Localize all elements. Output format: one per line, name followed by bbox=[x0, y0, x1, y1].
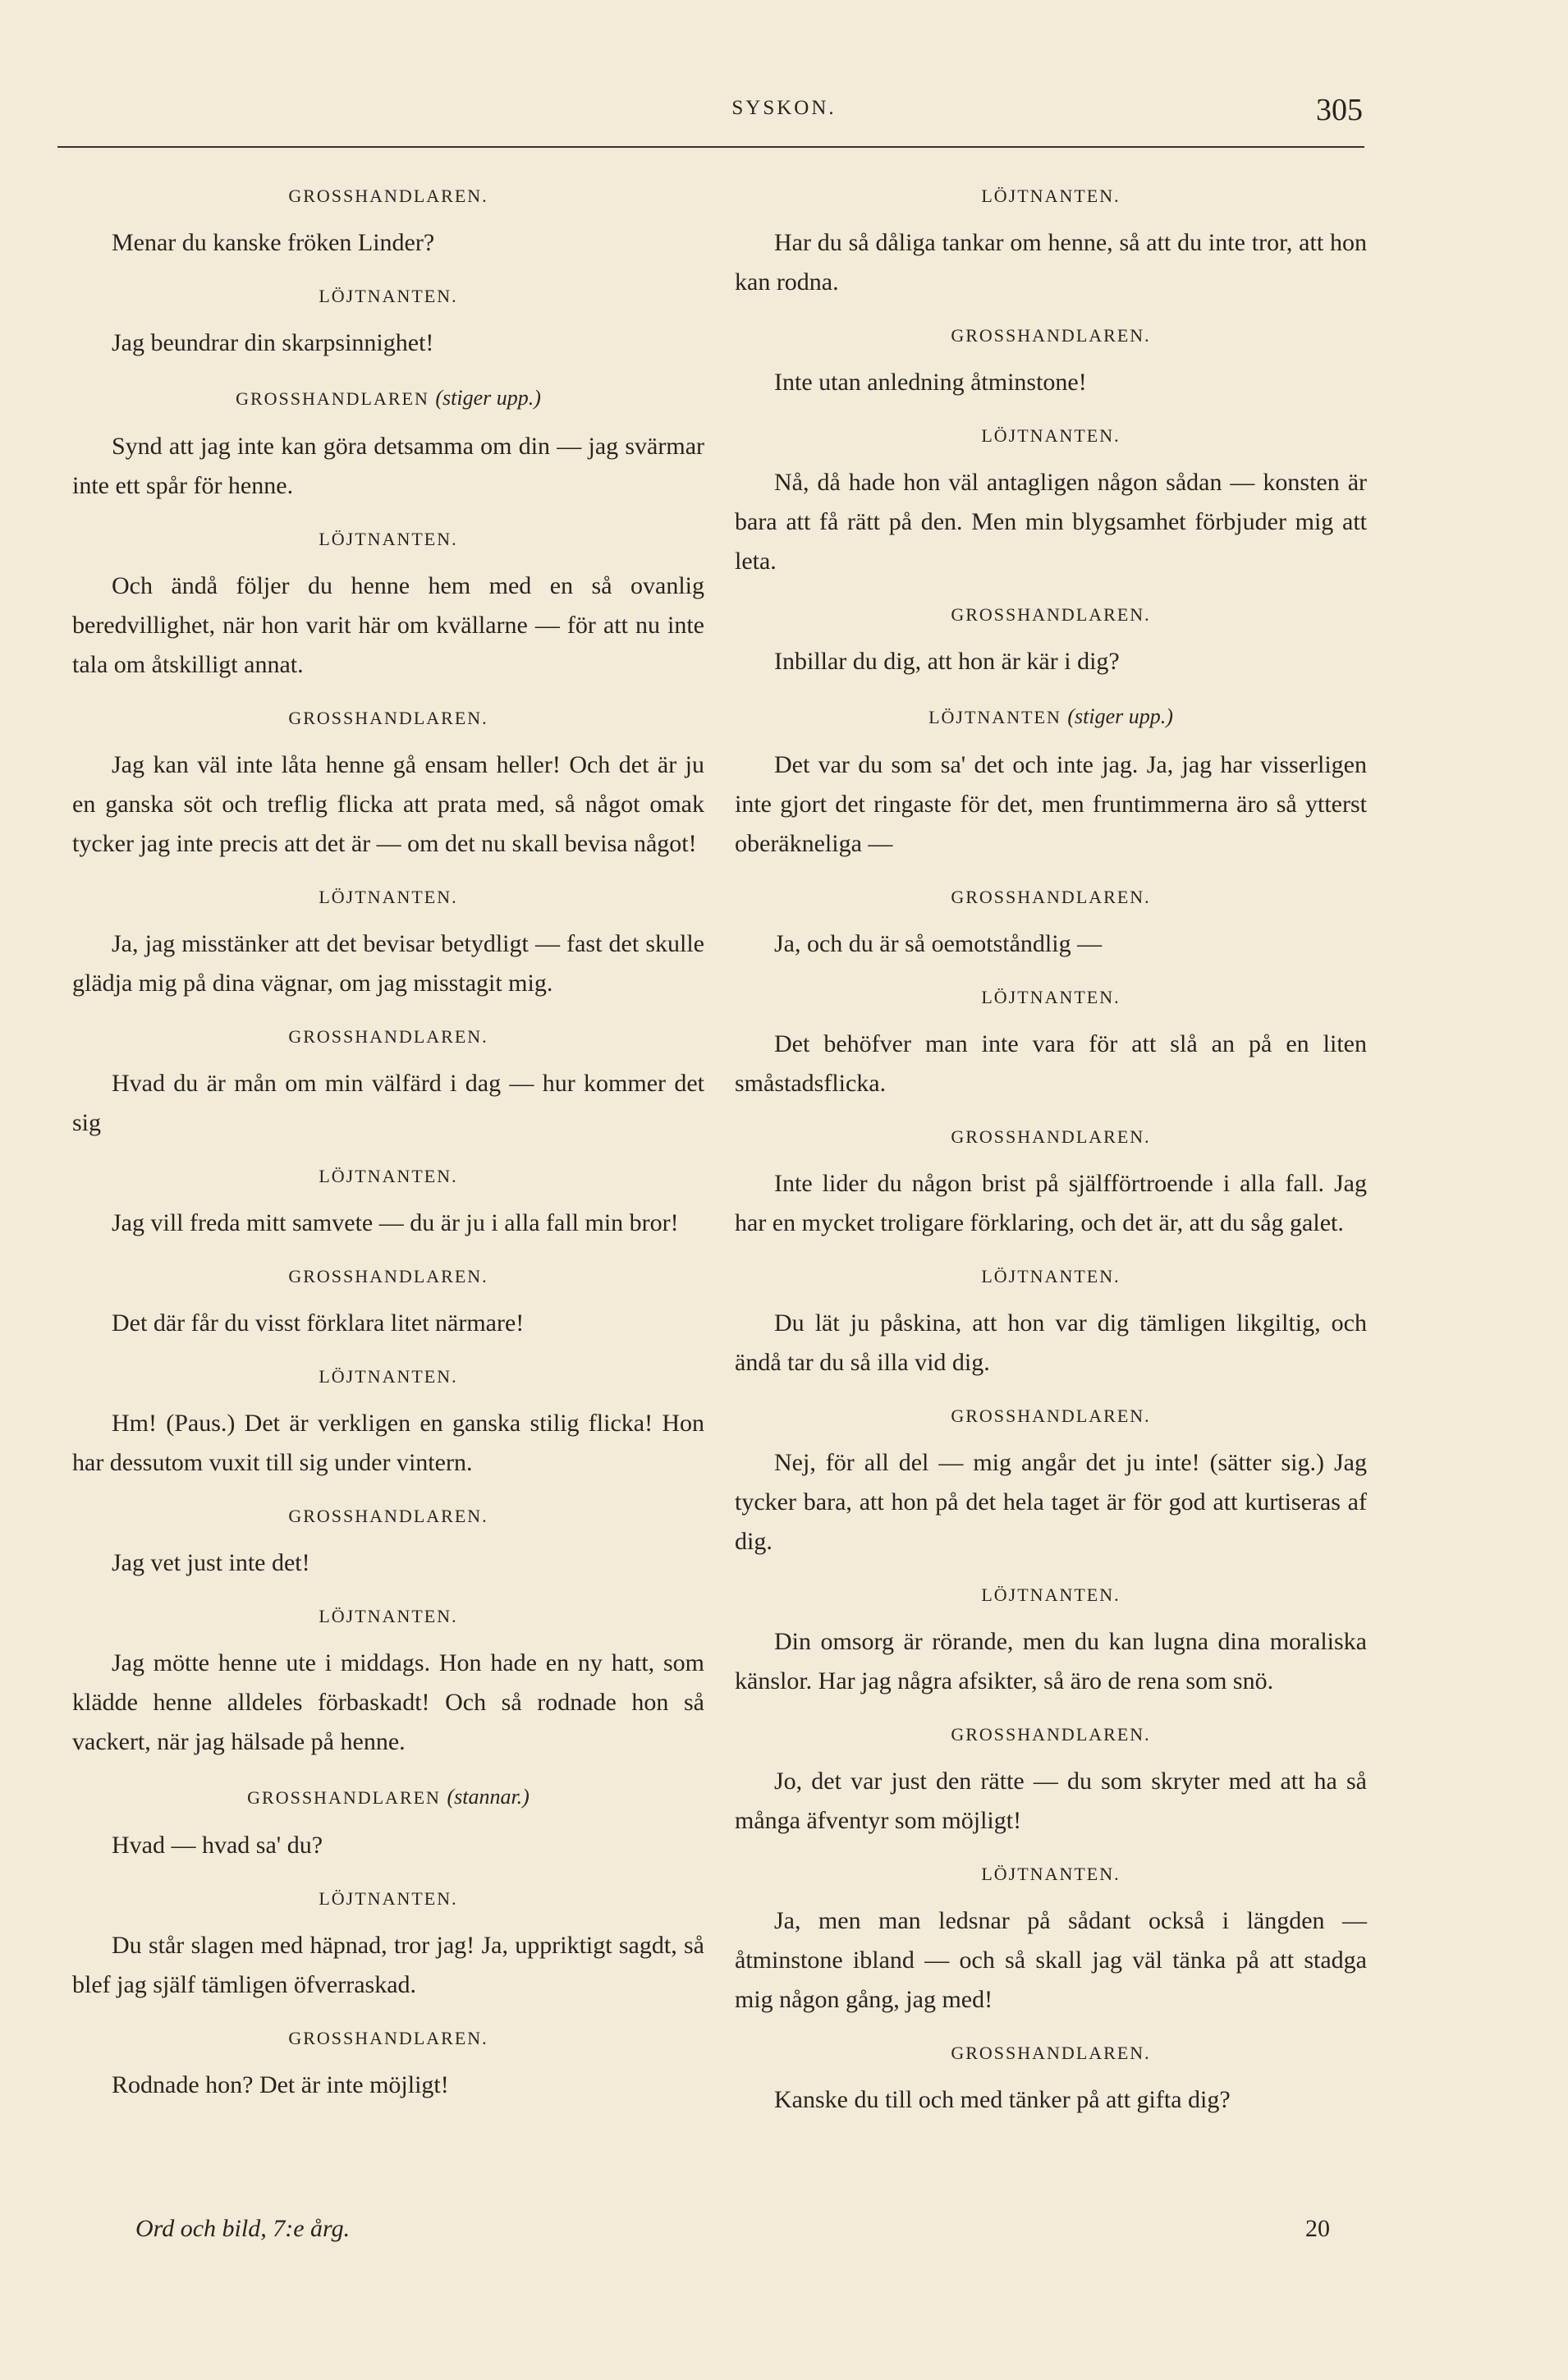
speaker-label: GROSSHANDLAREN. bbox=[288, 1026, 488, 1047]
speaker-name bbox=[735, 1724, 1367, 1745]
dialogue-line: Jag vet just inte det! bbox=[112, 1549, 310, 1576]
speaker-label: LÖJTNANTEN. bbox=[981, 1584, 1121, 1605]
dialogue-line: Nå, då hade hon väl antagligen någon sådan — konsten är bara att få rätt på den. Men min blygsamhet förbjuder mig att leta. bbox=[735, 469, 1367, 575]
dialogue-block bbox=[72, 286, 704, 363]
speaker-label: GROSSHANDLAREN. bbox=[951, 2043, 1151, 2063]
dialogue-block bbox=[735, 1406, 1367, 1561]
dialogue-block bbox=[72, 1785, 704, 1865]
dialogue-line: Det behöfver man inte vara för att slå an på en liten småstadsflicka. bbox=[735, 1030, 1367, 1097]
speaker-label: GROSSHANDLAREN. bbox=[951, 604, 1151, 625]
dialogue-block bbox=[72, 386, 704, 506]
dialogue-block bbox=[72, 1506, 704, 1583]
speaker-name bbox=[72, 1606, 704, 1627]
dialogue-block bbox=[735, 1266, 1367, 1383]
dialogue-line: Jo, det var just den rätte — du som skryter med att ha så många äfventyr som möjligt! bbox=[735, 1768, 1367, 1834]
dialogue-block bbox=[72, 1888, 704, 2005]
speaker-name bbox=[72, 186, 704, 207]
dialogue-line: Hvad — hvad sa' du? bbox=[112, 1832, 323, 1859]
speaker-label: GROSSHANDLAREN. bbox=[951, 325, 1151, 346]
dialogue-block bbox=[72, 1266, 704, 1343]
speaker-name bbox=[72, 386, 704, 410]
dialogue-line: Menar du kanske fröken Linder? bbox=[112, 229, 435, 256]
footer-signature: 20 bbox=[1305, 2215, 1330, 2242]
speaker-label: LÖJTNANTEN. bbox=[319, 286, 458, 306]
speaker-label: GROSSHANDLAREN. bbox=[951, 887, 1151, 907]
speaker-label: LÖJTNANTEN. bbox=[319, 1606, 458, 1626]
dialogue-block bbox=[735, 325, 1367, 402]
dialogue-block bbox=[72, 1166, 704, 1243]
speaker-name bbox=[735, 2043, 1367, 2064]
dialogue-line: Inbillar du dig, att hon är kär i dig? bbox=[774, 648, 1120, 675]
speaker-label: GROSSHANDLAREN. bbox=[951, 1724, 1151, 1745]
speaker-name bbox=[72, 286, 704, 307]
speaker-name bbox=[72, 529, 704, 550]
speaker-label: LÖJTNANTEN. bbox=[319, 1166, 458, 1186]
dialogue-block bbox=[735, 887, 1367, 964]
dialogue-block bbox=[735, 1126, 1367, 1243]
left-column bbox=[72, 186, 704, 2128]
speaker-label: LÖJTNANTEN. bbox=[981, 186, 1121, 206]
dialogue-block bbox=[72, 887, 704, 1003]
running-title: SYSKON. bbox=[731, 97, 837, 119]
dialogue-block bbox=[72, 2028, 704, 2105]
speaker-label: GROSSHANDLAREN bbox=[247, 1787, 441, 1808]
dialogue-block bbox=[72, 1606, 704, 1762]
dialogue-line: Ja, och du är så oemotståndlig — bbox=[774, 930, 1103, 957]
dialogue-line: Hvad du är mån om min välfärd i dag — hur kommer det sig bbox=[72, 1070, 704, 1136]
speaker-name bbox=[735, 887, 1367, 908]
speaker-name bbox=[735, 1406, 1367, 1427]
speaker-name bbox=[735, 325, 1367, 346]
speaker-name bbox=[735, 704, 1367, 729]
dialogue-block bbox=[735, 1584, 1367, 1701]
dialogue-line: Ja, men man ledsnar på sådant också i längden — åtminstone ibland — och så skall jag väl tänka på att stadga mig någon gång, jag med! bbox=[735, 1907, 1367, 2013]
speaker-label: GROSSHANDLAREN bbox=[236, 388, 429, 409]
speaker-name bbox=[72, 1166, 704, 1187]
speaker-label: GROSSHANDLAREN. bbox=[288, 1506, 488, 1526]
speaker-name bbox=[72, 1506, 704, 1527]
dialogue-block bbox=[735, 2043, 1367, 2120]
dialogue-line: Du lät ju påskina, att hon var dig tämligen likgiltig, och ändå tar du så illa vid dig. bbox=[735, 1309, 1367, 1376]
speaker-name bbox=[72, 1785, 704, 1809]
dialogue-line: Jag mötte henne ute i middags. Hon hade en ny hatt, som klädde henne alldeles förbaskadt! Och så rodnade hon så vackert, när jag hälsade på henne. bbox=[72, 1649, 704, 1755]
speaker-label: LÖJTNANTEN bbox=[928, 707, 1061, 727]
speaker-name bbox=[72, 1266, 704, 1287]
speaker-label: LÖJTNANTEN. bbox=[981, 425, 1121, 446]
stage-direction: (stiger upp.) bbox=[1067, 704, 1173, 728]
speaker-label: GROSSHANDLAREN. bbox=[951, 1406, 1151, 1426]
speaker-name bbox=[735, 186, 1367, 207]
dialogue-line: Du står slagen med häpnad, tror jag! Ja, uppriktigt sagdt, så blef jag själf tämligen öfverraskad. bbox=[72, 1932, 704, 1998]
speaker-name bbox=[735, 987, 1367, 1008]
speaker-name bbox=[72, 2028, 704, 2049]
dialogue-block bbox=[72, 1026, 704, 1143]
speaker-name bbox=[735, 1864, 1367, 1885]
dialogue-block bbox=[735, 186, 1367, 302]
dialogue-line: Nej, för all del — mig angår det ju inte! (sätter sig.) Jag tycker bara, att hon på det hela taget är för god att kurtiseras af dig. bbox=[735, 1449, 1367, 1555]
dialogue-line: Jag beundrar din skarpsinnighet! bbox=[112, 329, 434, 356]
right-column bbox=[735, 186, 1367, 2143]
dialogue-line: Har du så dåliga tankar om henne, så att du inte tror, att hon kan rodna. bbox=[735, 229, 1367, 296]
dialogue-line: Rodnade hon? Det är inte möjligt! bbox=[112, 2071, 449, 2098]
speaker-label: LÖJTNANTEN. bbox=[319, 1888, 458, 1909]
page-number: 305 bbox=[1316, 93, 1363, 127]
header-rule bbox=[57, 146, 1364, 148]
speaker-name bbox=[735, 1584, 1367, 1606]
dialogue-line: Och ändå följer du henne hem med en så ovanlig beredvillighet, när hon varit här om kvällarne — för att nu inte tala om åtskilligt annat. bbox=[72, 572, 704, 678]
dialogue-line: Ja, jag misstänker att det bevisar betydligt — fast det skulle glädja mig på dina vägnar, om jag misstagit mig. bbox=[72, 930, 704, 997]
stage-direction: (stiger upp.) bbox=[435, 386, 541, 410]
dialogue-block bbox=[735, 1724, 1367, 1841]
stage-direction: (stannar.) bbox=[447, 1785, 530, 1809]
speaker-label: LÖJTNANTEN. bbox=[981, 987, 1121, 1007]
dialogue-line: Det var du som sa' det och inte jag. Ja, jag har visserligen inte gjort det ringaste för det, men fruntimmerna äro så ytterst oberäkneliga — bbox=[735, 751, 1367, 857]
speaker-name bbox=[72, 708, 704, 729]
speaker-label: GROSSHANDLAREN. bbox=[288, 708, 488, 728]
dialogue-line: Din omsorg är rörande, men du kan lugna dina moraliska känslor. Har jag några afsikter, så äro de rena som snö. bbox=[735, 1628, 1367, 1694]
dialogue-block bbox=[735, 425, 1367, 581]
speaker-name bbox=[72, 1888, 704, 1910]
dialogue-block bbox=[735, 1864, 1367, 2020]
speaker-label: GROSSHANDLAREN. bbox=[288, 186, 488, 206]
dialogue-line: Hm! (Paus.) Det är verkligen en ganska stilig flicka! Hon har dessutom vuxit till sig under vintern. bbox=[72, 1410, 704, 1476]
speaker-label: GROSSHANDLAREN. bbox=[951, 1126, 1151, 1147]
speaker-name bbox=[72, 1366, 704, 1387]
dialogue-line: Kanske du till och med tänker på att gifta dig? bbox=[774, 2086, 1231, 2113]
dialogue-line: Inte lider du någon brist på själfförtroende i alla fall. Jag har en mycket troligare förklaring, och det är, att du såg galet. bbox=[735, 1170, 1367, 1236]
dialogue-block bbox=[735, 604, 1367, 681]
speaker-name bbox=[735, 425, 1367, 447]
speaker-name bbox=[735, 604, 1367, 626]
dialogue-block bbox=[72, 186, 704, 263]
speaker-name bbox=[72, 887, 704, 908]
dialogue-block bbox=[72, 708, 704, 864]
speaker-label: GROSSHANDLAREN. bbox=[288, 1266, 488, 1286]
dialogue-line: Inte utan anledning åtminstone! bbox=[774, 369, 1087, 396]
speaker-name bbox=[735, 1266, 1367, 1287]
dialogue-block bbox=[72, 529, 704, 685]
footer-source: Ord och bild, 7:e årg. bbox=[135, 2215, 351, 2242]
speaker-name bbox=[735, 1126, 1367, 1148]
dialogue-line: Det där får du visst förklara litet närmare! bbox=[112, 1309, 525, 1337]
speaker-name bbox=[72, 1026, 704, 1048]
speaker-label: LÖJTNANTEN. bbox=[981, 1266, 1121, 1286]
dialogue-block bbox=[735, 987, 1367, 1103]
speaker-label: LÖJTNANTEN. bbox=[319, 529, 458, 549]
speaker-label: LÖJTNANTEN. bbox=[319, 887, 458, 907]
dialogue-line: Jag kan väl inte låta henne gå ensam heller! Och det är ju en ganska söt och treflig flicka att prata med, så något omak tycker jag inte precis att det är — om det nu skall bevisa något! bbox=[72, 751, 704, 857]
speaker-label: LÖJTNANTEN. bbox=[981, 1864, 1121, 1884]
dialogue-block bbox=[735, 704, 1367, 864]
dialogue-block bbox=[72, 1366, 704, 1483]
speaker-label: GROSSHANDLAREN. bbox=[288, 2028, 488, 2048]
dialogue-line: Synd att jag inte kan göra detsamma om din — jag svärmar inte ett spår för henne. bbox=[72, 433, 704, 499]
speaker-label: LÖJTNANTEN. bbox=[319, 1366, 458, 1387]
dialogue-line: Jag vill freda mitt samvete — du är ju i alla fall min bror! bbox=[112, 1209, 679, 1236]
